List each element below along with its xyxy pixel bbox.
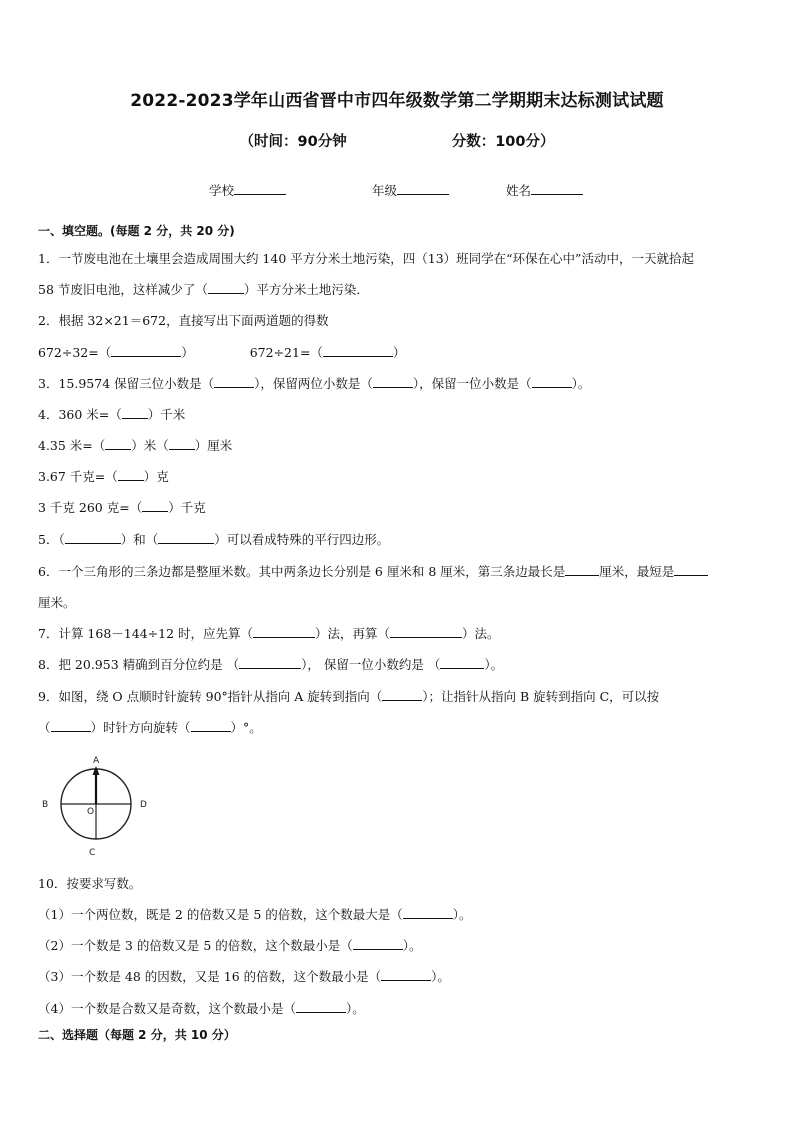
question-4b-text: 4.35 米=（ (38, 438, 106, 453)
grade-blank[interactable] (397, 182, 449, 195)
question-10-1 (38, 905, 472, 923)
answer-blank[interactable] (565, 564, 599, 576)
question-7-text-end: ）法。 (462, 626, 500, 641)
question-4a (38, 405, 185, 423)
answer-blank[interactable] (105, 438, 131, 450)
answer-blank[interactable] (65, 532, 121, 544)
answer-blank[interactable] (296, 1001, 346, 1013)
answer-blank[interactable] (253, 626, 315, 638)
section-heading-multiple-choice: 二、选择题（每题 2 分，共 10 分） (38, 1028, 236, 1042)
exam-meta (0, 130, 794, 151)
question-6-line-1 (38, 562, 708, 580)
question-10-3-end: ）。 (431, 969, 450, 984)
question-3-text: 3．15.9574 保留三位小数是（ (38, 376, 215, 391)
question-4b-mid: ）米（ (131, 438, 169, 453)
question-10-2 (38, 936, 422, 954)
question-8 (38, 655, 503, 673)
question-10-2-end: ）。 (402, 938, 422, 953)
question-3-text-end: ）。 (571, 376, 591, 391)
question-10-3 (38, 967, 450, 985)
question-9-paren: （ (38, 720, 51, 735)
answer-blank[interactable] (403, 907, 453, 919)
grade-field (372, 181, 449, 199)
answer-blank[interactable] (118, 469, 144, 481)
answer-blank[interactable] (51, 720, 91, 732)
question-10-1-end: ）。 (452, 907, 472, 922)
question-5-text: 5．（ (38, 532, 65, 547)
question-1-text-end: ）平方分米土地污染． (243, 282, 369, 297)
answer-blank[interactable] (674, 564, 708, 576)
question-2: 2．根据 32×21＝672，直接写出下面两道题的得数 (38, 313, 329, 328)
label-d: D (140, 800, 147, 810)
answer-blank[interactable] (323, 345, 393, 357)
question-7-text: 7．计算 168－144÷12 时，应先算（ (38, 626, 253, 641)
question-1-text: 58 节废旧电池，这样减少了（ (38, 282, 208, 297)
name-blank[interactable] (531, 182, 583, 195)
question-8-text: 8．把 20.953 精确到百分位约是 （ (38, 657, 240, 672)
question-5-mid: ）和（ (120, 532, 159, 547)
answer-blank[interactable] (440, 657, 484, 669)
school-label: 学校 (209, 183, 235, 198)
question-9-text: ）；让指针从指向 B 旋转到指向 C，可以按 (422, 689, 660, 704)
document-title: 2022-2023学年山西省晋中市四年级数学第二学期期末达标测试试题 (130, 91, 664, 111)
question-4c-text: 3.67 千克=（ (38, 469, 118, 484)
question-7 (38, 624, 500, 642)
answer-blank[interactable] (142, 500, 168, 512)
question-10: 10．按要求写数。 (38, 876, 142, 891)
question-8-text-end: ）。 (484, 657, 504, 672)
question-4b (38, 436, 232, 454)
question-9-text-end: ）°。 (230, 720, 262, 735)
answer-blank[interactable] (111, 345, 181, 357)
answer-blank[interactable] (214, 376, 254, 388)
answer-blank[interactable] (353, 938, 403, 950)
label-c: C (89, 848, 96, 858)
name-label: 姓名 (506, 183, 532, 198)
question-4d-unit: ）千克 (168, 500, 206, 515)
paren-close: ） (392, 345, 406, 360)
exam-time: （时间：90分钟 (239, 134, 347, 150)
question-3-text: ），保留两位小数是（ (254, 376, 373, 391)
question-4d-text: 3 千克 260 克=（ (38, 500, 143, 515)
answer-blank[interactable] (390, 626, 462, 638)
question-10-3-text: （3）一个数是 48 的因数，又是 16 的倍数，这个数最小是（ (38, 969, 382, 984)
label-b: B (42, 800, 49, 810)
school-blank[interactable] (234, 182, 286, 195)
question-2-answers (38, 343, 405, 361)
question-4a-unit: ）千米 (147, 407, 186, 422)
section-heading-fill-in: 一、填空题。(每题 2 分，共 20 分) (38, 224, 235, 238)
question-9-line-2 (38, 718, 262, 736)
question-1-line-2 (38, 280, 369, 298)
answer-blank[interactable] (373, 376, 413, 388)
question-10-1-text: （1）一个两位数，既是 2 的倍数又是 5 的倍数，这个数最大是（ (38, 907, 403, 922)
question-4c-unit: ）克 (143, 469, 169, 484)
answer-blank[interactable] (169, 438, 195, 450)
question-10-4-end: ）。 (345, 1001, 365, 1016)
question-6-text: 6．一个三角形的三条边都是整厘米数。其中两条边长分别是 6 厘米和 8 厘米，第三条边最长是 (38, 564, 566, 579)
question-7-mid: ）法，再算（ (315, 626, 391, 641)
question-8-mid: ）， 保留一位小数约是 （ (301, 657, 441, 672)
question-2a-text: 672÷32=（ (38, 345, 112, 360)
question-4a-text: 4．360 米=（ (38, 407, 122, 422)
question-10-4 (38, 999, 365, 1017)
answer-blank[interactable] (382, 689, 422, 701)
answer-blank[interactable] (239, 657, 301, 669)
answer-blank[interactable] (122, 407, 148, 419)
label-a: A (93, 756, 100, 766)
answer-blank[interactable] (532, 376, 572, 388)
name-field (506, 181, 583, 199)
exam-score: 分数：100分） (451, 134, 555, 150)
question-9-line-1 (38, 687, 659, 705)
question-3 (38, 374, 590, 392)
school-field (209, 181, 286, 199)
question-4c (38, 467, 169, 485)
question-5-text-end: ）可以看成特殊的平行四边形。 (214, 532, 390, 547)
question-9-text: 9．如图，绕 O 点顺时针旋转 90°指针从指向 A 旋转到指向（ (38, 689, 383, 704)
answer-blank[interactable] (191, 720, 231, 732)
question-1-line-1: 1．一节废电池在土壤里会造成周围大约 140 平方分米土地污染，四（13）班同学在“环保在心中”活动中，一天就拾起 (38, 251, 694, 266)
question-3-text: ），保留一位小数是（ (412, 376, 532, 391)
question-5 (38, 530, 389, 548)
answer-blank[interactable] (208, 282, 244, 294)
answer-blank[interactable] (158, 532, 214, 544)
question-4d (38, 498, 206, 516)
pointer-arrowhead (93, 766, 100, 775)
rotation-figure (38, 752, 162, 860)
question-10-2-text: （2）一个数是 3 的倍数又是 5 的倍数，这个数最小是（ (38, 938, 353, 953)
answer-blank[interactable] (381, 969, 431, 981)
question-6-mid: 厘米，最短是 (599, 564, 675, 579)
grade-label: 年级 (372, 183, 398, 198)
paren-close: ） (181, 345, 194, 360)
question-6-line-2: 厘米。 (38, 595, 76, 610)
question-9-mid: ）时针方向旋转（ (90, 720, 191, 735)
question-4b-unit: ）厘米 (194, 438, 233, 453)
question-10-4-text: （4）一个数是合数又是奇数，这个数最小是（ (38, 1001, 296, 1016)
label-o: O (87, 807, 95, 817)
question-2b-text: 672÷21=（ (249, 345, 323, 360)
